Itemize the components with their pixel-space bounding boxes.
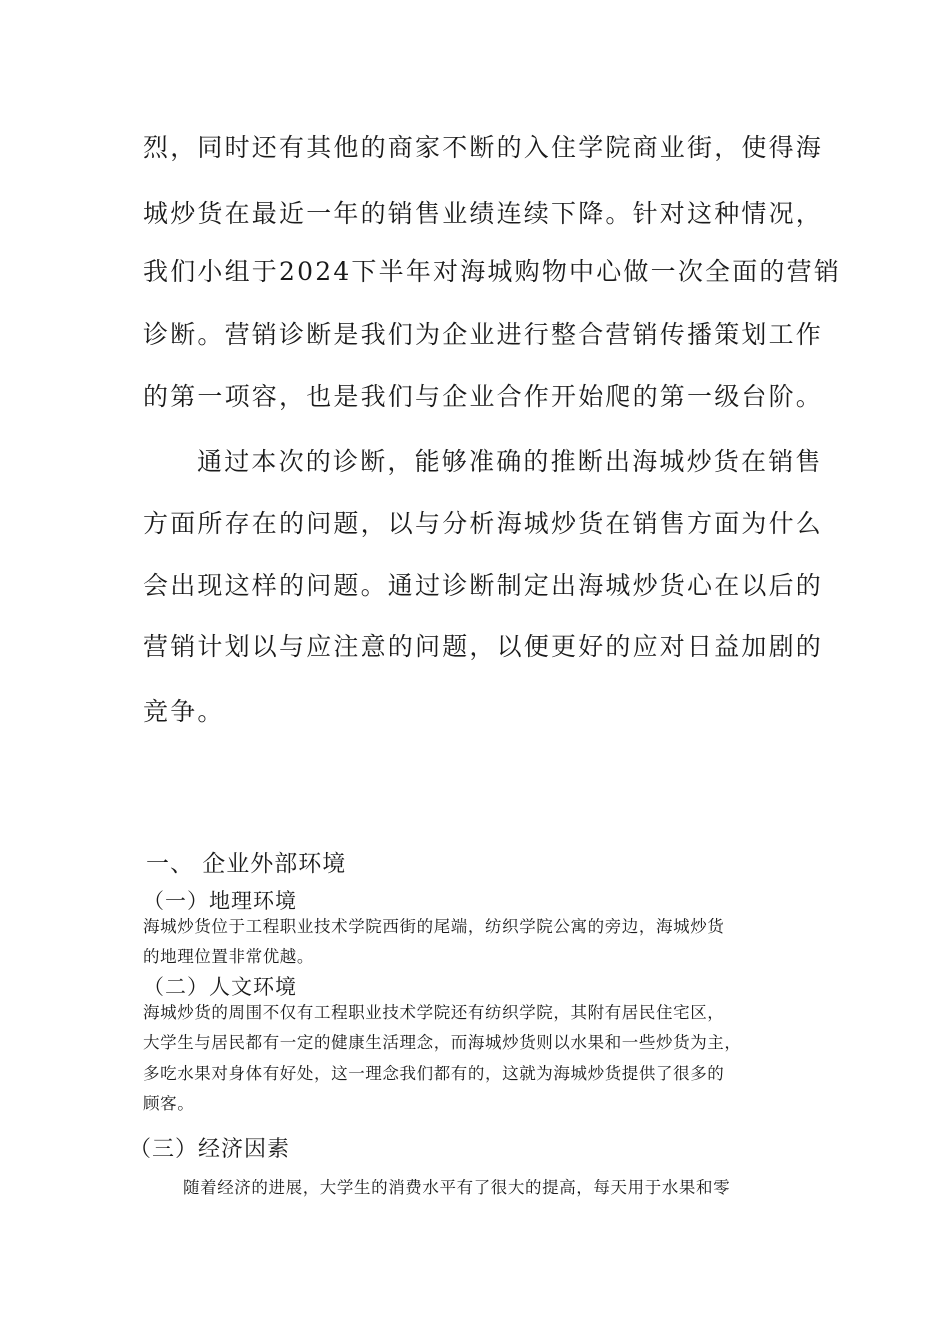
- paragraph-line: 城炒货在最近一年的销售业绩连续下降。针对这种情况，: [143, 199, 824, 228]
- paragraph-line: 烈，同时还有其他的商家不断的入住学院商业街，使得海: [143, 133, 824, 162]
- paragraph-line: 营销计划以与应注意的问题，以便更好的应对日益加剧的: [143, 632, 824, 661]
- subsection-heading: （二）人文环境: [143, 975, 297, 999]
- section-heading: 一、 企业外部环境: [146, 851, 347, 877]
- paragraph-line: 会出现这样的问题。通过诊断制定出海城炒货心在以后的: [143, 571, 824, 600]
- body-line: 海城炒货的周围不仅有工程职业技术学院还有纺织学院，其附有居民住宅区，: [143, 1003, 725, 1022]
- paragraph-line: 方面所存在的问题，以与分析海城炒货在销售方面为什么: [143, 509, 824, 538]
- body-line: 随着经济的进展，大学生的消费水平有了很大的提高，每天用于水果和零: [183, 1178, 731, 1197]
- body-line: 海城炒货位于工程职业技术学院西街的尾端，纺织学院公寓的旁边，海城炒货: [143, 917, 725, 936]
- body-line: 的地理位置非常优越。: [143, 947, 314, 966]
- paragraph-line: 竞争。: [143, 697, 225, 726]
- paragraph-line: 我们小组于2024下半年对海城购物中心做一次全面的营销: [143, 257, 842, 286]
- paragraph-line: 的第一项容，也是我们与企业合作开始爬的第一级台阶。: [143, 382, 824, 411]
- body-line: 多吃水果对身体有好处，这一理念我们都有的，这就为海城炒货提供了很多的: [143, 1064, 725, 1083]
- body-line: 顾客。: [143, 1094, 195, 1113]
- paragraph-line: 诊断。营销诊断是我们为企业进行整合营销传播策划工作: [143, 320, 824, 349]
- paragraph-line: 通过本次的诊断，能够准确的推断出海城炒货在销售: [197, 447, 823, 476]
- subsection-heading: （一）地理环境: [143, 889, 297, 913]
- subsection-heading: （三）经济因素: [129, 1137, 291, 1162]
- body-line: 大学生与居民都有一定的健康生活理念，而海城炒货则以水果和一些炒货为主，: [143, 1033, 742, 1052]
